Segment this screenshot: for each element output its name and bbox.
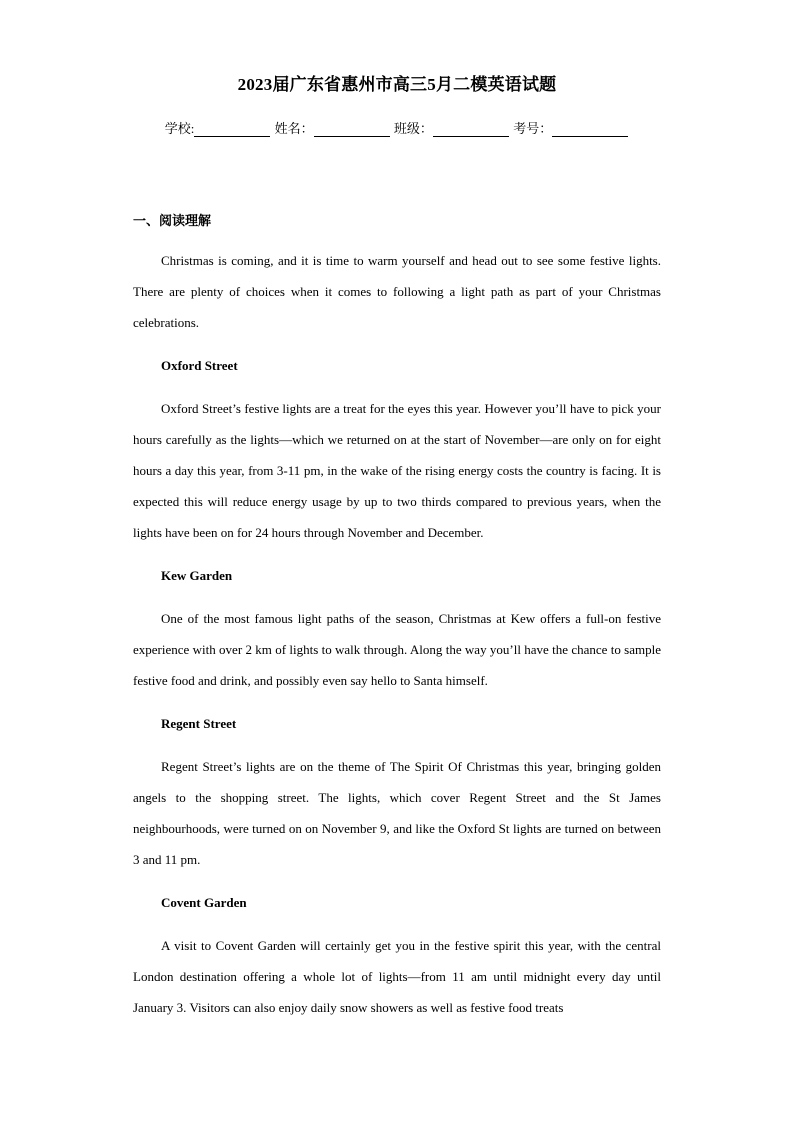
section-text-covent-garden: A visit to Covent Garden will certainly get you in the festive spirit this year, with the central London destination offering a whole lot of lights—from 11 am until midnight every day until January 3. Visitors can also enjoy daily snow showers as well as festive food treats <box>133 938 661 1015</box>
name-label: 姓名： <box>274 121 314 136</box>
section-heading-kew-garden: Kew Garden <box>161 568 233 583</box>
school-field <box>165 121 275 136</box>
exam-number-label: 考号： <box>513 121 553 136</box>
class-blank[interactable] <box>433 122 509 137</box>
document-title: 2023届广东省惠州市高三5月二模英语试题 <box>237 75 557 94</box>
section-text-kew-garden: One of the most famous light paths of the season, Christmas at Kew offers a full-on festive experience with over 2 km of lights to walk through. Along the way you’ll have the chance to sample festive food and drink, and possibly even say hello to Santa himself. <box>133 611 661 688</box>
school-label: 学校: <box>164 121 195 136</box>
passage <box>133 245 661 1035</box>
section-heading-oxford-street: Oxford Street <box>161 358 238 373</box>
section-heading-covent-garden: Covent Garden <box>161 895 247 910</box>
student-info-line <box>0 118 794 137</box>
name-field <box>275 121 394 136</box>
school-blank[interactable] <box>194 122 270 137</box>
class-label: 班级： <box>393 121 433 136</box>
section-text-oxford-street: Oxford Street’s festive lights are a treat for the eyes this year. However you’ll have to pick your hours carefully as the lights—which we returned on at the start of November—are only on for eight hours a day this year, from 3-11 pm, in the wake of the rising energy costs the country is facing. It is expected this will reduce energy usage by up to two thirds compared to previous years, when the lights have been on for 24 hours through November and December. <box>133 401 661 540</box>
intro-paragraph: Christmas is coming, and it is time to warm yourself and head out to see some festive lights. There are plenty of choices when it comes to following a light path as part of your Christmas celebrations. <box>133 253 661 330</box>
section-text-regent-street: Regent Street’s lights are on the theme of The Spirit Of Christmas this year, bringing golden angels to the shopping street. The lights, which cover Regent Street and the St James neighbourhoods, were turned on on November 9, and like the Oxford St lights are turned on between 3 and 11 pm. <box>133 759 661 867</box>
name-blank[interactable] <box>314 122 390 137</box>
exam-number-field <box>513 121 629 136</box>
section-heading: 一、阅读理解 <box>133 213 212 228</box>
exam-number-blank[interactable] <box>552 122 628 137</box>
section-heading-regent-street: Regent Street <box>161 716 237 731</box>
class-field <box>394 121 513 136</box>
